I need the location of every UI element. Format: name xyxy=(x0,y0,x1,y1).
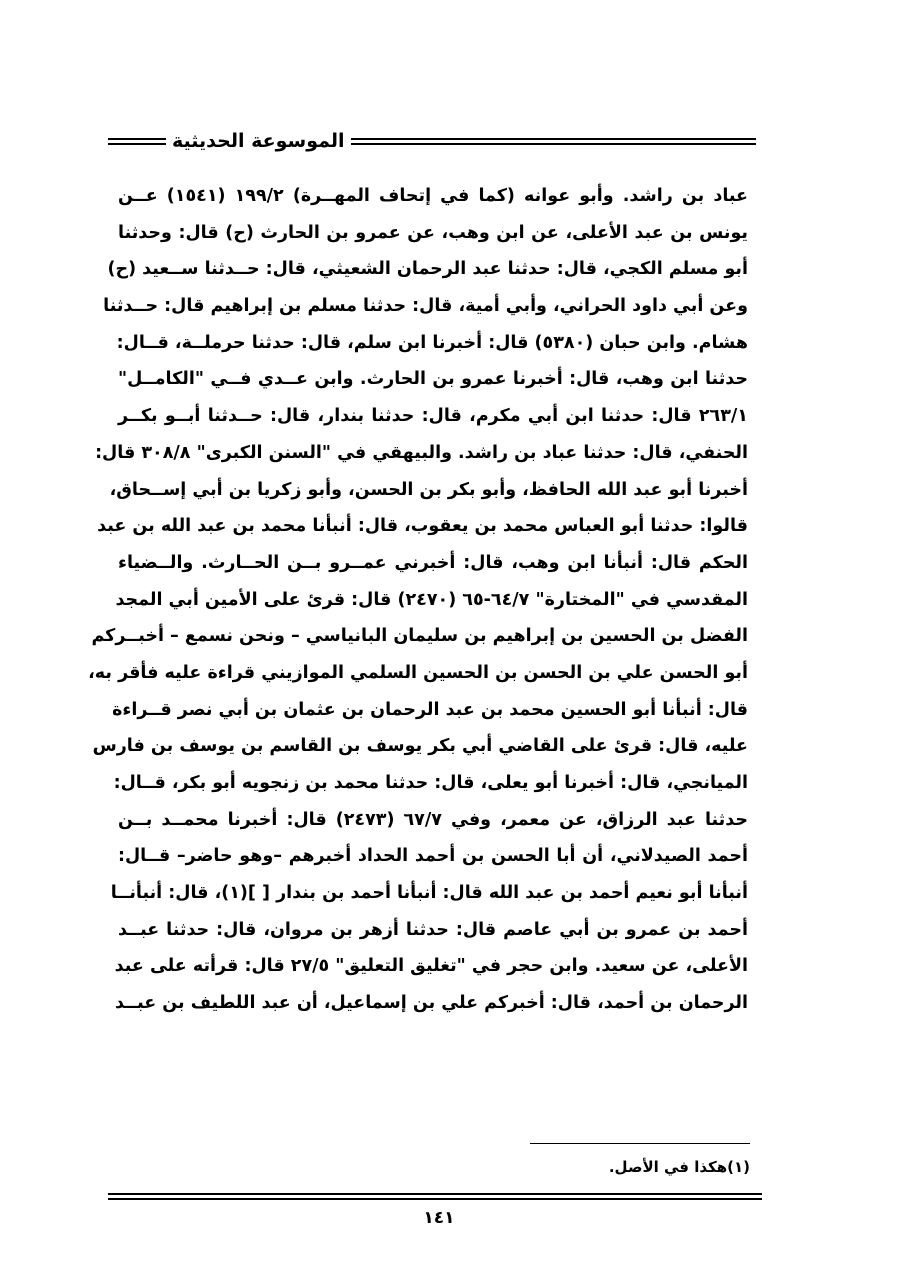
text-line: الرحمان بن أحمد، قال: أخبركم علي بن إسماعيل، أن عبد اللطيف بن عبــد xyxy=(115,993,748,1014)
text-line: عليه، قال: قرئ على القاضي أبي بكر يوسف بن القاسم بن يوسف بن فارس xyxy=(92,736,748,757)
header-title: الموسوعة الحديثية xyxy=(172,130,345,152)
text-line: الأعلى، عن سعيد. وابن حجر في "تغليق التعليق" ٢٧/٥ قال: قرأته على عبد xyxy=(114,956,748,977)
text-line: الحكم قال: أنبأنا ابن وهب، قال: أخبرني عمــرو بــن الحــارث. والــضياء xyxy=(118,552,748,573)
text-line: حدثنا عبد الرزاق، عن معمر، وفي ٦٧/٧ (٢٤٧٣) قال: أخبرنا محمــد بــن xyxy=(118,809,748,830)
text-line: الحنفي، قال: حدثنا عباد بن راشد. والبيهقي في "السنن الكبرى" ٣٠٨/٨ قال: xyxy=(95,442,748,463)
footnote-separator xyxy=(530,1143,750,1144)
text-line: عباد بن راشد. وأبو عوانه (كما في إتحاف المهــرة) ١٩٩/٢ (١٥٤١) عــن xyxy=(118,186,749,206)
text-line: الميانجي، قال: أخبرنا أبو يعلى، قال: حدثنا محمد بن زنجويه أبو بكر، قــال: xyxy=(113,773,748,793)
text-line: قال: أنبأنا أبو الحسين محمد بن عبد الرحمان بن عثمان بن أبي نصر قــراءة xyxy=(112,699,748,720)
text-line: يونس بن عبد الأعلى، عن ابن وهب، عن عمرو بن الحارث (ح) قال: وحدثنا xyxy=(118,222,748,243)
text-line: قالوا: حدثنا أبو العباس محمد بن يعقوب، قال: أنبأنا محمد بن عبد الله بن عبد xyxy=(97,516,748,537)
text-line: المقدسي في "المختارة" ٦٤/٧-٦٥ (٢٤٧٠) قال: قرئ على الأمين أبي المجد xyxy=(115,589,748,610)
text-line: أحمد بن عمرو بن أبي عاصم قال: حدثنا أزهر بن مروان، قال: حدثنا عبــد xyxy=(118,919,748,940)
text-line: أحمد الصيدلاني، أن أبا الحسن بن أحمد الحداد أخبرهم –وهو حاضر– قــال: xyxy=(118,846,748,867)
text-line: هشام. وابن حبان (٥٣٨٠) قال: أخبرنا ابن سلم، قال: حدثنا حرملــة، قــال: xyxy=(116,332,748,353)
text-line: أبو مسلم الكجي، قال: حدثنا عبد الرحمان الشعيثي، قال: حــدثنا ســعيد (ح) xyxy=(107,259,748,280)
text-line: أبو الحسن علي بن الحسن بن الحسين السلمي الموازيني قراءة عليه فأقر به، xyxy=(88,662,748,683)
text-line: الفضل بن الحسين بن إبراهيم بن سليمان البانياسي – ونحن نسمع – أخبــركم xyxy=(91,626,748,647)
page-number: ١٤١ xyxy=(423,1208,455,1228)
footer-rule xyxy=(108,1193,762,1200)
body-text xyxy=(88,178,749,1022)
text-line: وعن أبي داود الحراني، وأبي أمية، قال: حدثنا مسلم بن إبراهيم قال: حــدثنا xyxy=(103,296,748,317)
text-line: أخبرنا أبو عبد الله الحافظ، وأبو بكر بن الحسن، وأبو زكريا بن أبي إســحاق، xyxy=(109,479,748,500)
text-line: ٢٦٣/١ قال: حدثنا ابن أبي مكرم، قال: حدثنا بندار، قال: حــدثنا أبــو بكــر xyxy=(118,406,748,427)
text-line: أنبأنا أبو نعيم أحمد بن عبد الله قال: أنبأنا أحمد بن بندار [ ](١)، قال: أنبأنــا xyxy=(110,883,748,904)
page-header xyxy=(108,126,756,156)
header-rule-left xyxy=(108,138,166,145)
text-line: حدثنا ابن وهب، قال: أخبرنا عمرو بن الحارث. وابن عــدي فــي "الكامــل" xyxy=(118,369,748,390)
header-rule-right xyxy=(351,138,757,145)
footnote: (١)هكذا في الأصل. xyxy=(608,1158,750,1176)
